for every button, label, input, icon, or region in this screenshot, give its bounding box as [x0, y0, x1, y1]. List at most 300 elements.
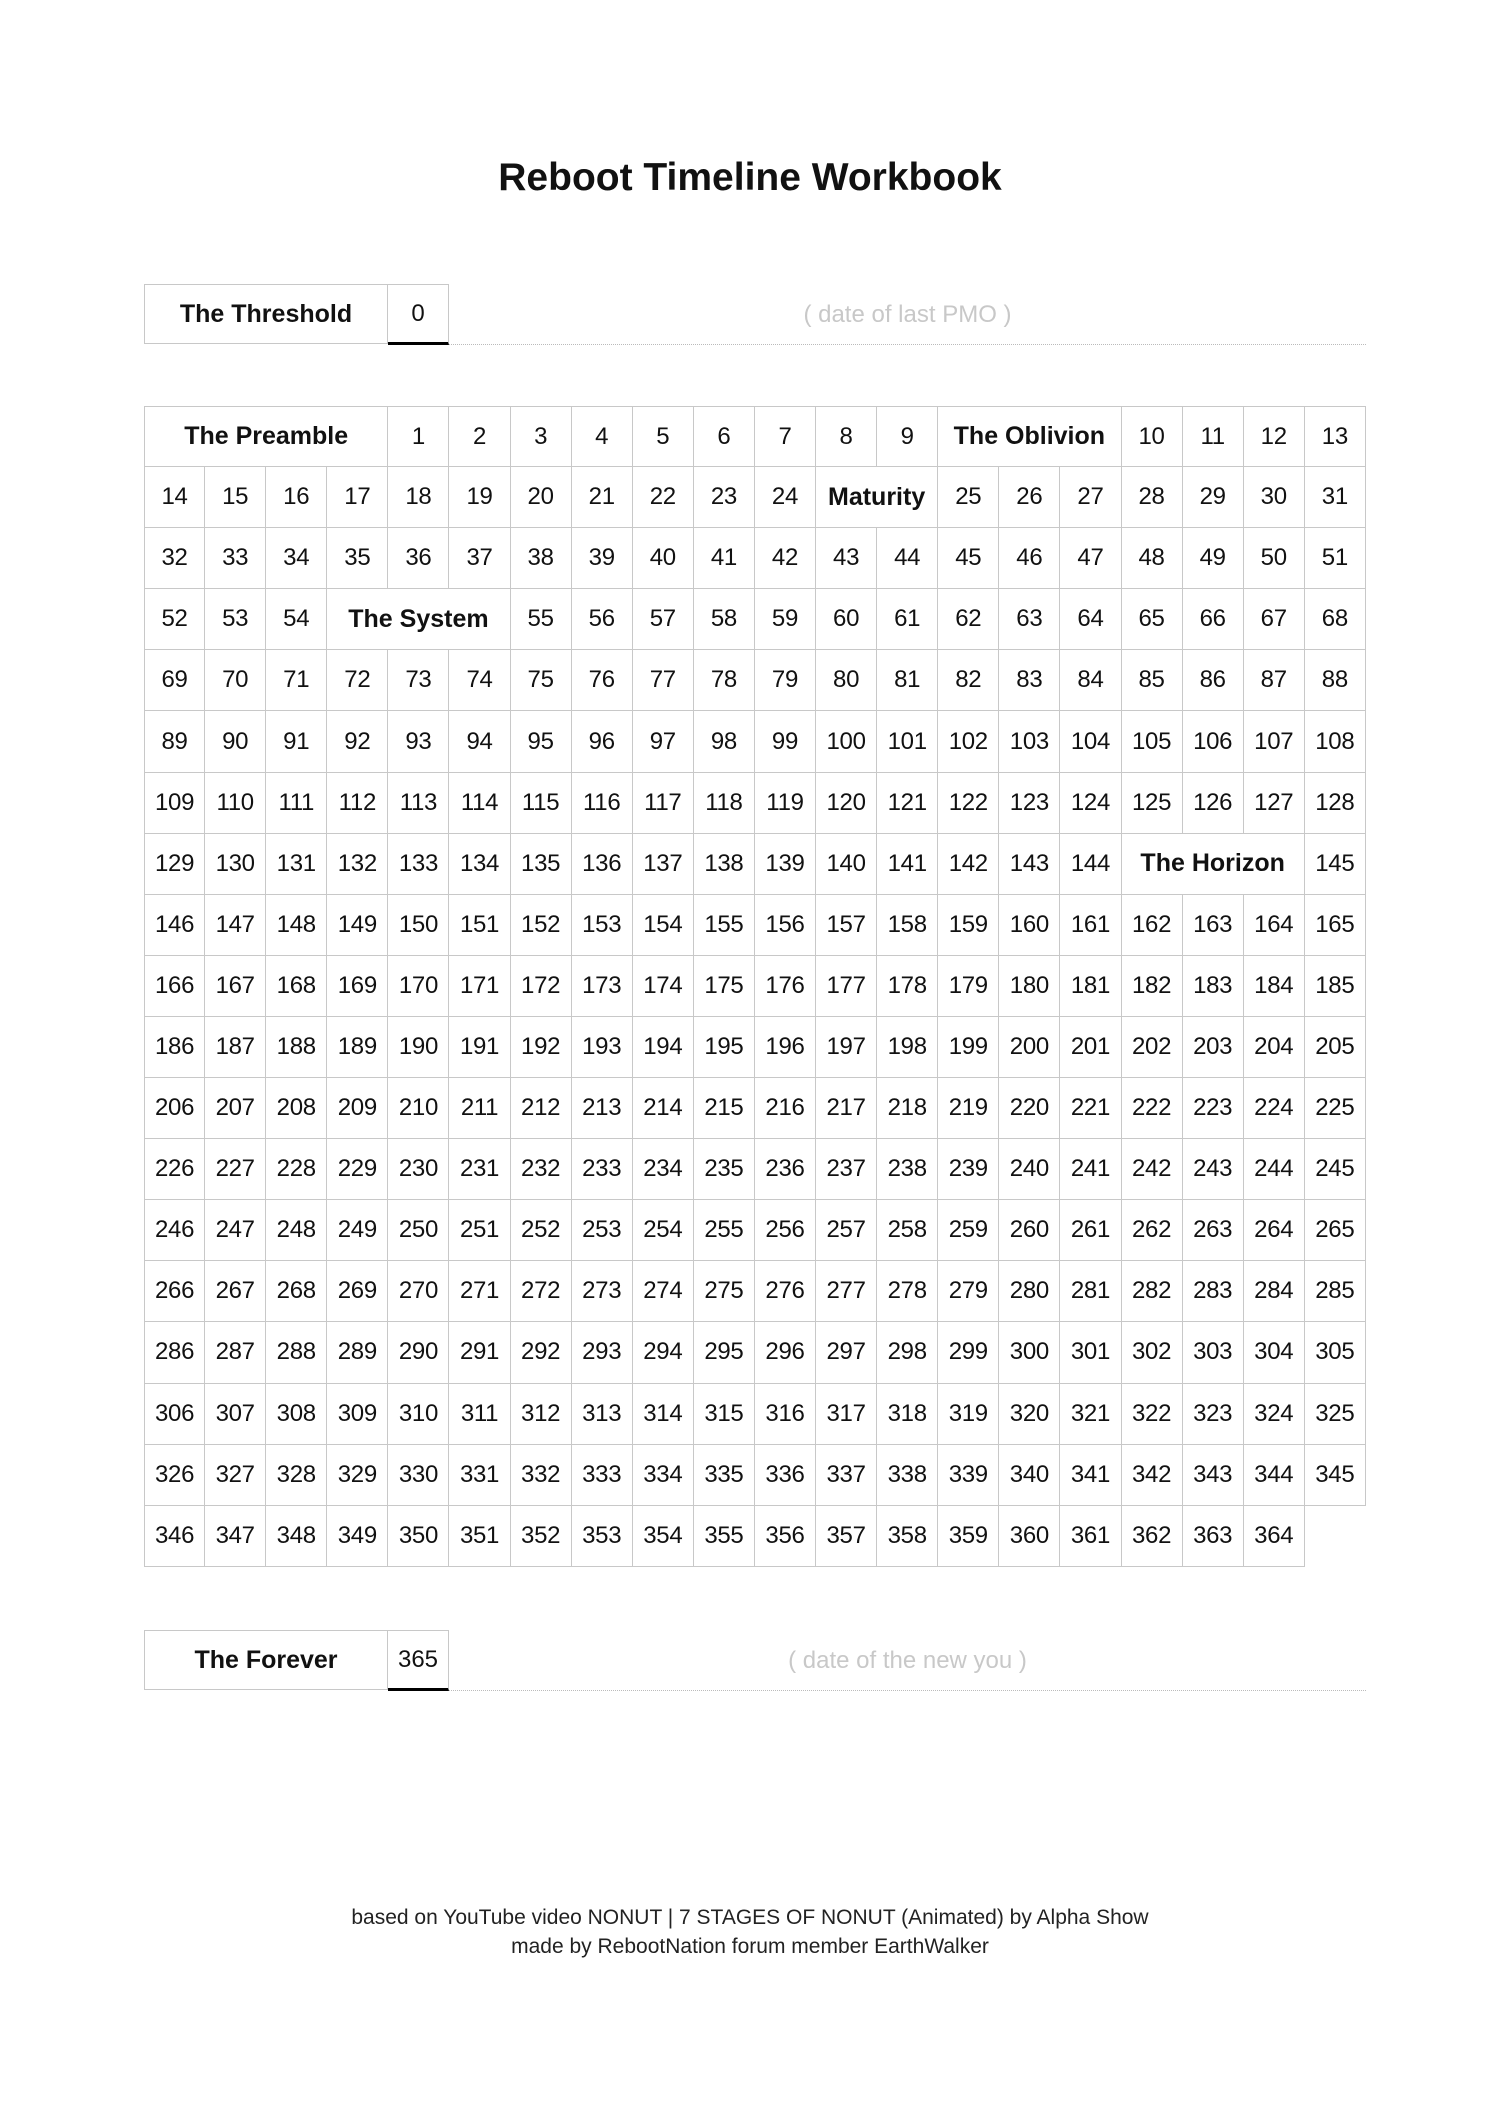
day-cell[interactable]: 58 — [694, 589, 755, 650]
day-cell[interactable]: 93 — [388, 711, 449, 772]
day-cell[interactable]: 37 — [449, 528, 510, 589]
forever-date-field[interactable]: ( date of the new you ) — [788, 1646, 1027, 1674]
day-cell[interactable]: 67 — [1244, 589, 1305, 650]
day-cell[interactable]: 201 — [1060, 1017, 1121, 1078]
day-cell[interactable]: 68 — [1305, 589, 1366, 650]
day-cell[interactable]: 136 — [572, 834, 633, 895]
day-cell[interactable]: 248 — [266, 1200, 327, 1261]
day-cell[interactable]: 57 — [633, 589, 694, 650]
day-cell[interactable]: 72 — [327, 650, 388, 711]
day-cell[interactable]: 118 — [694, 773, 755, 834]
day-cell[interactable]: 123 — [999, 773, 1060, 834]
day-cell[interactable]: 30 — [1244, 467, 1305, 528]
day-cell[interactable]: 245 — [1305, 1139, 1366, 1200]
day-cell[interactable]: 60 — [816, 589, 877, 650]
day-cell[interactable]: 340 — [999, 1445, 1060, 1506]
day-cell[interactable]: 292 — [511, 1322, 572, 1383]
day-cell[interactable]: 78 — [694, 650, 755, 711]
day-cell[interactable]: 44 — [877, 528, 938, 589]
day-cell[interactable]: 296 — [755, 1322, 816, 1383]
day-cell[interactable]: 244 — [1244, 1139, 1305, 1200]
day-cell[interactable]: 319 — [938, 1384, 999, 1445]
day-cell[interactable]: 141 — [877, 834, 938, 895]
day-cell[interactable]: 55 — [511, 589, 572, 650]
day-cell[interactable]: 38 — [511, 528, 572, 589]
day-cell[interactable]: 89 — [144, 711, 205, 772]
day-cell[interactable]: 28 — [1122, 467, 1183, 528]
day-cell[interactable]: 254 — [633, 1200, 694, 1261]
day-cell[interactable]: 359 — [938, 1506, 999, 1567]
day-cell[interactable]: 182 — [1122, 956, 1183, 1017]
day-cell[interactable]: 211 — [449, 1078, 510, 1139]
day-cell[interactable]: 342 — [1122, 1445, 1183, 1506]
day-cell[interactable]: 336 — [755, 1445, 816, 1506]
day-cell[interactable]: 348 — [266, 1506, 327, 1567]
day-cell[interactable]: 82 — [938, 650, 999, 711]
day-cell[interactable]: 318 — [877, 1384, 938, 1445]
day-cell[interactable]: 49 — [1183, 528, 1244, 589]
day-cell[interactable]: 70 — [205, 650, 266, 711]
day-cell[interactable]: 190 — [388, 1017, 449, 1078]
day-cell[interactable]: 273 — [572, 1261, 633, 1322]
day-cell[interactable]: 205 — [1305, 1017, 1366, 1078]
day-cell[interactable]: 95 — [511, 711, 572, 772]
day-cell[interactable]: 162 — [1122, 895, 1183, 956]
day-cell[interactable]: 302 — [1122, 1322, 1183, 1383]
day-cell[interactable]: 18 — [388, 467, 449, 528]
day-cell[interactable]: 32 — [144, 528, 205, 589]
day-cell[interactable]: 363 — [1183, 1506, 1244, 1567]
day-cell[interactable]: 222 — [1122, 1078, 1183, 1139]
day-cell[interactable]: 146 — [144, 895, 205, 956]
day-cell[interactable]: 278 — [877, 1261, 938, 1322]
day-cell[interactable]: 339 — [938, 1445, 999, 1506]
day-cell[interactable]: 218 — [877, 1078, 938, 1139]
day-cell[interactable]: 115 — [511, 773, 572, 834]
day-cell[interactable]: 111 — [266, 773, 327, 834]
day-cell[interactable]: 22 — [633, 467, 694, 528]
day-cell[interactable]: 213 — [572, 1078, 633, 1139]
day-cell[interactable]: 16 — [266, 467, 327, 528]
day-cell[interactable]: 331 — [449, 1445, 510, 1506]
day-cell[interactable]: 142 — [938, 834, 999, 895]
day-cell[interactable]: 351 — [449, 1506, 510, 1567]
day-cell[interactable]: 161 — [1060, 895, 1121, 956]
day-cell[interactable]: 310 — [388, 1384, 449, 1445]
day-cell[interactable]: 15 — [205, 467, 266, 528]
day-cell[interactable]: 212 — [511, 1078, 572, 1139]
day-cell[interactable]: 293 — [572, 1322, 633, 1383]
day-cell[interactable]: 271 — [449, 1261, 510, 1322]
day-cell[interactable]: 232 — [511, 1139, 572, 1200]
day-cell[interactable]: 226 — [144, 1139, 205, 1200]
day-cell[interactable]: 200 — [999, 1017, 1060, 1078]
day-cell[interactable]: 346 — [144, 1506, 205, 1567]
day-cell[interactable]: 43 — [816, 528, 877, 589]
day-cell[interactable]: 358 — [877, 1506, 938, 1567]
day-cell[interactable]: 159 — [938, 895, 999, 956]
day-cell[interactable]: 116 — [572, 773, 633, 834]
day-cell[interactable]: 267 — [205, 1261, 266, 1322]
day-cell[interactable]: 270 — [388, 1261, 449, 1322]
day-cell[interactable]: 297 — [816, 1322, 877, 1383]
day-cell[interactable]: 149 — [327, 895, 388, 956]
day-cell[interactable]: 164 — [1244, 895, 1305, 956]
day-cell[interactable]: 45 — [938, 528, 999, 589]
day-cell[interactable]: 274 — [633, 1261, 694, 1322]
day-cell[interactable]: 338 — [877, 1445, 938, 1506]
day-cell[interactable]: 356 — [755, 1506, 816, 1567]
day-cell[interactable]: 353 — [572, 1506, 633, 1567]
day-cell[interactable]: 228 — [266, 1139, 327, 1200]
day-cell[interactable]: 156 — [755, 895, 816, 956]
day-cell[interactable]: 239 — [938, 1139, 999, 1200]
day-cell[interactable]: 120 — [816, 773, 877, 834]
day-cell[interactable]: 165 — [1305, 895, 1366, 956]
day-cell[interactable]: 124 — [1060, 773, 1121, 834]
day-cell[interactable]: 88 — [1305, 650, 1366, 711]
day-cell[interactable]: 66 — [1183, 589, 1244, 650]
day-cell[interactable]: 195 — [694, 1017, 755, 1078]
day-cell[interactable]: 225 — [1305, 1078, 1366, 1139]
day-cell[interactable]: 253 — [572, 1200, 633, 1261]
day-cell[interactable]: 335 — [694, 1445, 755, 1506]
day-cell[interactable]: 109 — [144, 773, 205, 834]
day-cell[interactable]: 173 — [572, 956, 633, 1017]
day-cell[interactable]: 158 — [877, 895, 938, 956]
day-cell[interactable]: 63 — [999, 589, 1060, 650]
day-cell[interactable]: 311 — [449, 1384, 510, 1445]
day-cell[interactable]: 84 — [1060, 650, 1121, 711]
day-cell[interactable]: 69 — [144, 650, 205, 711]
day-cell[interactable]: 27 — [1060, 467, 1121, 528]
day-cell[interactable]: 279 — [938, 1261, 999, 1322]
day-cell[interactable]: 246 — [144, 1200, 205, 1261]
day-cell[interactable]: 304 — [1244, 1322, 1305, 1383]
day-cell[interactable]: 177 — [816, 956, 877, 1017]
day-cell[interactable]: 114 — [449, 773, 510, 834]
day-cell[interactable]: 151 — [449, 895, 510, 956]
day-cell[interactable]: 290 — [388, 1322, 449, 1383]
day-cell[interactable]: 269 — [327, 1261, 388, 1322]
day-cell[interactable]: 337 — [816, 1445, 877, 1506]
day-cell[interactable]: 90 — [205, 711, 266, 772]
day-cell[interactable]: 260 — [999, 1200, 1060, 1261]
day-cell[interactable]: 185 — [1305, 956, 1366, 1017]
day-cell[interactable]: 99 — [755, 711, 816, 772]
day-cell[interactable]: 100 — [816, 711, 877, 772]
day-cell[interactable]: 163 — [1183, 895, 1244, 956]
day-cell[interactable]: 145 — [1305, 834, 1366, 895]
day-cell[interactable]: 50 — [1244, 528, 1305, 589]
day-cell[interactable]: 62 — [938, 589, 999, 650]
day-cell[interactable]: 230 — [388, 1139, 449, 1200]
day-cell[interactable]: 125 — [1122, 773, 1183, 834]
day-cell[interactable]: 1 — [388, 406, 449, 467]
day-cell[interactable]: 249 — [327, 1200, 388, 1261]
day-cell[interactable]: 76 — [572, 650, 633, 711]
day-cell[interactable]: 189 — [327, 1017, 388, 1078]
day-cell[interactable]: 85 — [1122, 650, 1183, 711]
day-cell[interactable]: 198 — [877, 1017, 938, 1078]
day-cell[interactable]: 317 — [816, 1384, 877, 1445]
day-cell[interactable]: 3 — [511, 406, 572, 467]
day-cell[interactable]: 251 — [449, 1200, 510, 1261]
day-cell[interactable]: 283 — [1183, 1261, 1244, 1322]
day-cell[interactable]: 29 — [1183, 467, 1244, 528]
day-cell[interactable]: 152 — [511, 895, 572, 956]
day-cell[interactable]: 277 — [816, 1261, 877, 1322]
day-cell[interactable]: 31 — [1305, 467, 1366, 528]
day-cell[interactable]: 160 — [999, 895, 1060, 956]
day-cell[interactable]: 64 — [1060, 589, 1121, 650]
day-cell[interactable]: 138 — [694, 834, 755, 895]
day-cell[interactable]: 219 — [938, 1078, 999, 1139]
day-cell[interactable]: 326 — [144, 1445, 205, 1506]
day-cell[interactable]: 306 — [144, 1384, 205, 1445]
day-cell[interactable]: 333 — [572, 1445, 633, 1506]
day-cell[interactable]: 187 — [205, 1017, 266, 1078]
day-cell[interactable]: 216 — [755, 1078, 816, 1139]
day-cell[interactable]: 215 — [694, 1078, 755, 1139]
day-cell[interactable]: 223 — [1183, 1078, 1244, 1139]
day-cell[interactable]: 178 — [877, 956, 938, 1017]
day-cell[interactable]: 20 — [511, 467, 572, 528]
day-cell[interactable]: 184 — [1244, 956, 1305, 1017]
day-cell[interactable]: 35 — [327, 528, 388, 589]
day-cell[interactable]: 238 — [877, 1139, 938, 1200]
day-cell[interactable]: 233 — [572, 1139, 633, 1200]
day-cell[interactable]: 322 — [1122, 1384, 1183, 1445]
day-cell[interactable]: 242 — [1122, 1139, 1183, 1200]
day-cell[interactable]: 110 — [205, 773, 266, 834]
day-cell[interactable]: 259 — [938, 1200, 999, 1261]
day-cell[interactable]: 320 — [999, 1384, 1060, 1445]
day-cell[interactable]: 34 — [266, 528, 327, 589]
day-cell[interactable]: 174 — [633, 956, 694, 1017]
day-cell[interactable]: 61 — [877, 589, 938, 650]
day-cell[interactable]: 54 — [266, 589, 327, 650]
day-cell[interactable]: 207 — [205, 1078, 266, 1139]
day-cell[interactable]: 130 — [205, 834, 266, 895]
day-cell[interactable]: 9 — [877, 406, 938, 467]
day-cell[interactable]: 313 — [572, 1384, 633, 1445]
day-cell[interactable]: 257 — [816, 1200, 877, 1261]
day-cell[interactable]: 170 — [388, 956, 449, 1017]
day-cell[interactable]: 23 — [694, 467, 755, 528]
day-cell[interactable]: 169 — [327, 956, 388, 1017]
day-cell[interactable]: 261 — [1060, 1200, 1121, 1261]
day-cell[interactable]: 41 — [694, 528, 755, 589]
day-cell[interactable]: 202 — [1122, 1017, 1183, 1078]
day-cell[interactable]: 294 — [633, 1322, 694, 1383]
day-cell[interactable]: 106 — [1183, 711, 1244, 772]
day-cell[interactable]: 150 — [388, 895, 449, 956]
day-cell[interactable]: 166 — [144, 956, 205, 1017]
day-cell[interactable]: 143 — [999, 834, 1060, 895]
day-cell[interactable]: 33 — [205, 528, 266, 589]
day-cell[interactable]: 171 — [449, 956, 510, 1017]
day-cell[interactable]: 264 — [1244, 1200, 1305, 1261]
day-cell[interactable]: 46 — [999, 528, 1060, 589]
day-cell[interactable]: 220 — [999, 1078, 1060, 1139]
day-cell[interactable]: 148 — [266, 895, 327, 956]
day-cell[interactable]: 281 — [1060, 1261, 1121, 1322]
day-cell[interactable]: 86 — [1183, 650, 1244, 711]
day-cell[interactable]: 81 — [877, 650, 938, 711]
day-cell[interactable]: 352 — [511, 1506, 572, 1567]
day-cell[interactable]: 135 — [511, 834, 572, 895]
day-cell[interactable]: 236 — [755, 1139, 816, 1200]
day-cell[interactable]: 121 — [877, 773, 938, 834]
day-cell[interactable]: 199 — [938, 1017, 999, 1078]
day-cell[interactable]: 210 — [388, 1078, 449, 1139]
day-cell[interactable]: 112 — [327, 773, 388, 834]
day-cell[interactable]: 256 — [755, 1200, 816, 1261]
day-cell[interactable]: 181 — [1060, 956, 1121, 1017]
day-cell[interactable]: 289 — [327, 1322, 388, 1383]
day-cell[interactable]: 137 — [633, 834, 694, 895]
day-cell[interactable]: 176 — [755, 956, 816, 1017]
day-cell[interactable]: 51 — [1305, 528, 1366, 589]
day-cell[interactable]: 5 — [633, 406, 694, 467]
day-cell[interactable]: 268 — [266, 1261, 327, 1322]
day-cell[interactable]: 73 — [388, 650, 449, 711]
day-cell[interactable]: 312 — [511, 1384, 572, 1445]
day-cell[interactable]: 334 — [633, 1445, 694, 1506]
day-cell[interactable]: 87 — [1244, 650, 1305, 711]
day-cell[interactable]: 2 — [449, 406, 510, 467]
day-cell[interactable]: 355 — [694, 1506, 755, 1567]
day-cell[interactable]: 12 — [1244, 406, 1305, 467]
day-cell[interactable]: 42 — [755, 528, 816, 589]
day-cell[interactable]: 357 — [816, 1506, 877, 1567]
day-cell[interactable]: 282 — [1122, 1261, 1183, 1322]
day-cell[interactable]: 36 — [388, 528, 449, 589]
day-cell[interactable]: 105 — [1122, 711, 1183, 772]
day-cell[interactable]: 350 — [388, 1506, 449, 1567]
day-cell[interactable]: 21 — [572, 467, 633, 528]
day-cell[interactable]: 344 — [1244, 1445, 1305, 1506]
day-cell[interactable]: 188 — [266, 1017, 327, 1078]
day-cell[interactable]: 300 — [999, 1322, 1060, 1383]
day-cell[interactable]: 243 — [1183, 1139, 1244, 1200]
day-cell[interactable]: 98 — [694, 711, 755, 772]
day-cell[interactable]: 83 — [999, 650, 1060, 711]
day-cell[interactable]: 305 — [1305, 1322, 1366, 1383]
day-cell[interactable]: 193 — [572, 1017, 633, 1078]
day-cell[interactable]: 25 — [938, 467, 999, 528]
day-cell[interactable]: 250 — [388, 1200, 449, 1261]
day-cell[interactable]: 192 — [511, 1017, 572, 1078]
day-cell[interactable]: 11 — [1183, 406, 1244, 467]
day-cell[interactable]: 80 — [816, 650, 877, 711]
day-cell[interactable]: 197 — [816, 1017, 877, 1078]
day-cell[interactable]: 74 — [449, 650, 510, 711]
day-cell[interactable]: 203 — [1183, 1017, 1244, 1078]
day-cell[interactable]: 154 — [633, 895, 694, 956]
day-cell[interactable]: 237 — [816, 1139, 877, 1200]
day-cell[interactable]: 53 — [205, 589, 266, 650]
day-cell[interactable]: 362 — [1122, 1506, 1183, 1567]
day-cell[interactable]: 17 — [327, 467, 388, 528]
day-cell[interactable]: 204 — [1244, 1017, 1305, 1078]
day-cell[interactable]: 255 — [694, 1200, 755, 1261]
day-cell[interactable]: 113 — [388, 773, 449, 834]
day-cell[interactable]: 328 — [266, 1445, 327, 1506]
day-cell[interactable]: 285 — [1305, 1261, 1366, 1322]
day-cell[interactable]: 191 — [449, 1017, 510, 1078]
day-cell[interactable]: 206 — [144, 1078, 205, 1139]
day-cell[interactable]: 307 — [205, 1384, 266, 1445]
day-cell[interactable]: 131 — [266, 834, 327, 895]
day-cell[interactable]: 144 — [1060, 834, 1121, 895]
day-cell[interactable]: 341 — [1060, 1445, 1121, 1506]
day-cell[interactable]: 186 — [144, 1017, 205, 1078]
day-cell[interactable]: 91 — [266, 711, 327, 772]
day-cell[interactable]: 117 — [633, 773, 694, 834]
day-cell[interactable]: 167 — [205, 956, 266, 1017]
day-cell[interactable]: 315 — [694, 1384, 755, 1445]
day-cell[interactable]: 343 — [1183, 1445, 1244, 1506]
day-cell[interactable]: 107 — [1244, 711, 1305, 772]
day-cell[interactable]: 183 — [1183, 956, 1244, 1017]
day-cell[interactable]: 175 — [694, 956, 755, 1017]
day-cell[interactable]: 354 — [633, 1506, 694, 1567]
day-cell[interactable]: 8 — [816, 406, 877, 467]
day-cell[interactable]: 10 — [1122, 406, 1183, 467]
day-cell[interactable]: 347 — [205, 1506, 266, 1567]
day-cell[interactable]: 155 — [694, 895, 755, 956]
day-cell[interactable]: 262 — [1122, 1200, 1183, 1261]
day-cell[interactable]: 309 — [327, 1384, 388, 1445]
day-cell[interactable]: 71 — [266, 650, 327, 711]
day-cell[interactable]: 129 — [144, 834, 205, 895]
day-cell[interactable]: 234 — [633, 1139, 694, 1200]
day-cell[interactable]: 77 — [633, 650, 694, 711]
day-cell[interactable]: 139 — [755, 834, 816, 895]
day-cell[interactable]: 286 — [144, 1322, 205, 1383]
day-cell[interactable]: 231 — [449, 1139, 510, 1200]
day-cell[interactable]: 276 — [755, 1261, 816, 1322]
day-cell[interactable]: 65 — [1122, 589, 1183, 650]
day-cell[interactable]: 217 — [816, 1078, 877, 1139]
day-cell[interactable]: 96 — [572, 711, 633, 772]
day-cell[interactable]: 39 — [572, 528, 633, 589]
day-cell[interactable]: 194 — [633, 1017, 694, 1078]
day-cell[interactable]: 349 — [327, 1506, 388, 1567]
day-cell[interactable]: 287 — [205, 1322, 266, 1383]
day-cell[interactable]: 102 — [938, 711, 999, 772]
day-cell[interactable]: 265 — [1305, 1200, 1366, 1261]
day-cell[interactable]: 241 — [1060, 1139, 1121, 1200]
day-cell[interactable]: 13 — [1305, 406, 1366, 467]
day-cell[interactable]: 133 — [388, 834, 449, 895]
day-cell[interactable]: 247 — [205, 1200, 266, 1261]
day-cell[interactable]: 122 — [938, 773, 999, 834]
day-cell[interactable]: 235 — [694, 1139, 755, 1200]
day-cell[interactable]: 179 — [938, 956, 999, 1017]
day-cell[interactable]: 19 — [449, 467, 510, 528]
day-cell[interactable]: 108 — [1305, 711, 1366, 772]
day-cell[interactable]: 252 — [511, 1200, 572, 1261]
day-cell[interactable]: 280 — [999, 1261, 1060, 1322]
day-cell[interactable]: 172 — [511, 956, 572, 1017]
day-cell[interactable]: 180 — [999, 956, 1060, 1017]
day-cell[interactable]: 324 — [1244, 1384, 1305, 1445]
day-cell[interactable]: 214 — [633, 1078, 694, 1139]
day-cell[interactable]: 132 — [327, 834, 388, 895]
